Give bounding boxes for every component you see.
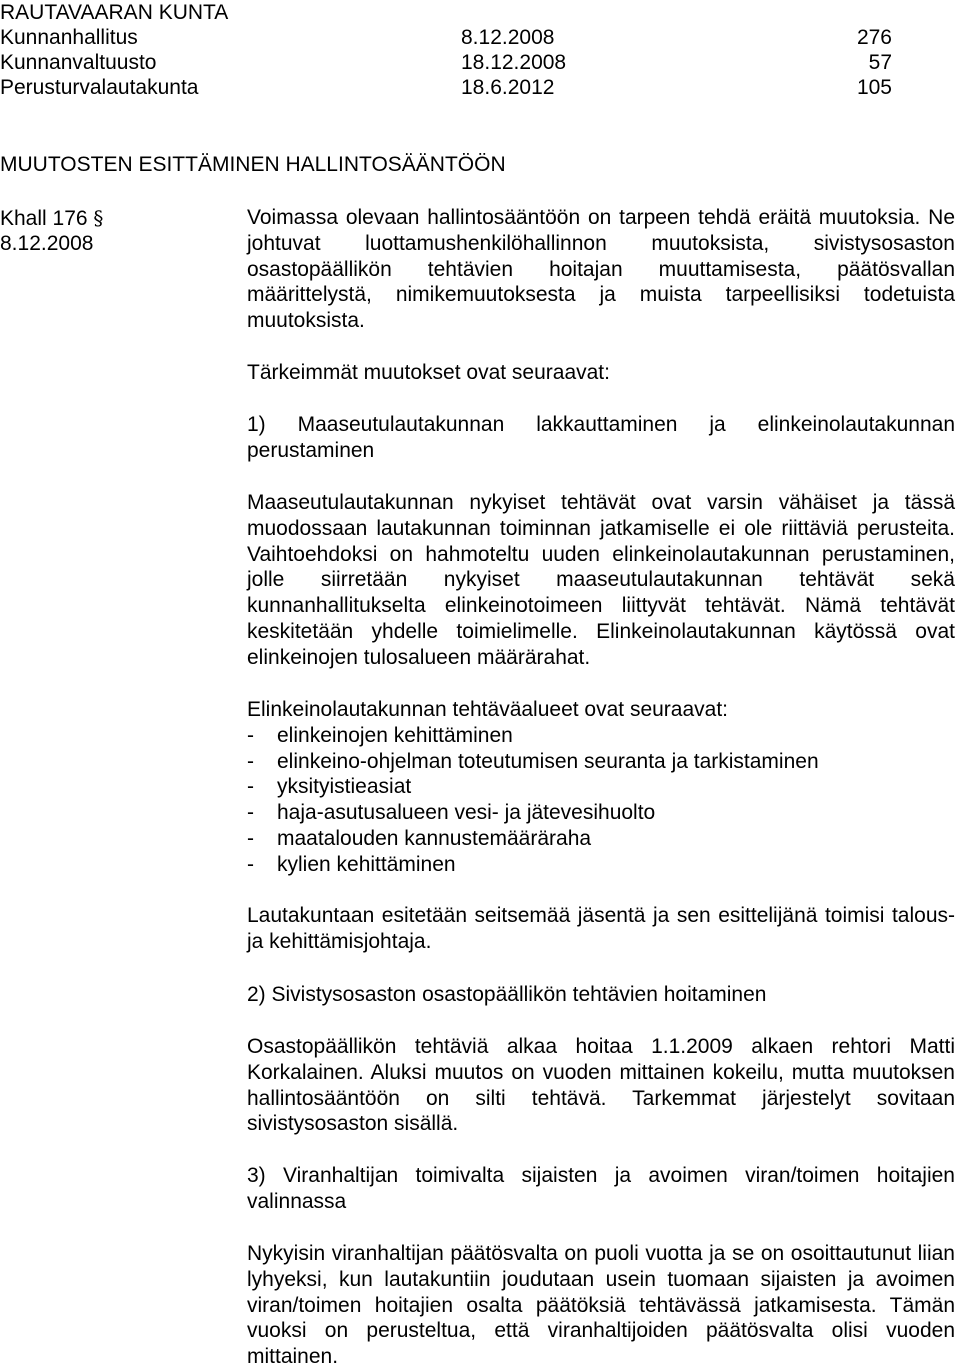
reference-id: Khall 176 (0, 207, 88, 230)
meeting-body: Perusturvalautakunta (0, 76, 199, 99)
duties-heading: Elinkeinolautakunnan tehtäväalueet ovat seuraavat: (247, 698, 729, 721)
list-item (247, 749, 955, 775)
meeting-row (0, 50, 960, 76)
item3-paragraph-text: Nykyisin viranhaltijan päätösvalta on puoli vuotta ja se on osoittautunut liian lyhyeksi, kun lautakuntiin joudutaan usein tuomaan sijaisten ja avoimen viran/toimen hoitajien osalta päätöksiä tehtävässä jatkamisesta. Tämän vuoksi on perusteltua, että viranhaltijoiden päätösvalta olisi vuoden mittainen. (247, 1242, 955, 1369)
list-item (247, 852, 955, 878)
duties-list (247, 723, 955, 878)
reference-date: 8.12.2008 (0, 232, 94, 255)
reference-label (0, 205, 103, 232)
list-item-text: haja-asutusalueen vesi- ja jätevesihuolto (277, 801, 656, 825)
item3-heading (247, 1163, 955, 1215)
list-marker: - (247, 723, 254, 747)
meeting-date: 8.12.2008 (461, 26, 555, 49)
list-marker: - (247, 801, 254, 825)
main-changes-heading-text: Tärkeimmät muutokset ovat seuraavat: (247, 361, 610, 384)
list-marker: - (247, 852, 254, 876)
meeting-number: 276 (856, 26, 892, 49)
committee-paragraph (247, 903, 955, 955)
list-item-text: maatalouden kannustemääräraha (277, 826, 592, 850)
intro-text: Voimassa olevaan hallintosääntöön on tarpeen tehdä eräitä muutoksia. Ne johtuvat luottamushenkilöhallinnon muutoksista, sivistysosaston osastopäällikön tehtävien hoitajan muuttamisesta, päätösvallan määrittelystä, nimikemuutoksesta ja muista tarpeellisiksi todetuista muutoksista. (247, 206, 955, 333)
section-mark: § (93, 206, 104, 230)
item1-paragraph-text: Maaseutulautakunnan nykyiset tehtävät ovat varsin vähäiset ja tässä muodossaan lautakunnan toiminnan jatkamiselle ei ole riittäviä perusteita. Vaihtoehdoksi on hahmoteltu uuden elinkeinolautakunnan perustaminen, jolle siirretään nykyiset maaseutulautakunnan tehtävät sekä kunnanhallitukselta elinkeinotoimeen liittyvät tehtävät. Nämä tehtävät keskitetään yhdelle toimielimelle. Elinkeinolautakunnan käytössä ovat elinkeinojen tulosalueen määrärahat. (247, 491, 955, 669)
organization-name: RAUTAVAARAN KUNTA (0, 1, 229, 24)
meeting-body: Kunnanvaltuusto (0, 51, 157, 74)
list-item (247, 723, 955, 749)
list-marker: - (247, 749, 254, 773)
list-item (247, 800, 955, 826)
list-item-text: kylien kehittäminen (277, 852, 456, 876)
meeting-number: 105 (856, 76, 892, 99)
item3-paragraph (247, 1241, 955, 1370)
item2-heading (247, 982, 955, 1008)
main-changes-heading (247, 360, 955, 386)
item1-paragraph (247, 490, 955, 671)
meeting-number: 57 (868, 51, 892, 74)
meeting-row (0, 25, 960, 51)
item1-heading-text: 1) Maaseutulautakunnan lakkauttaminen ja elinkeinolautakunnan perustaminen (247, 413, 955, 462)
item2-paragraph-text: Osastopäällikön tehtäviä alkaa hoitaa 1.1.2009 alkaen rehtori Matti Korkalainen. Aluksi muutos on vuoden mittainen kokeilu, mutta muutoksen hallintosääntöön on silti tehtävä. Tarkemmat järjestelyt sovitaan sivistysosaston sisällä. (247, 1035, 955, 1136)
meeting-date: 18.12.2008 (461, 51, 567, 74)
item1-heading (247, 412, 955, 464)
item2-heading-text: 2) Sivistysosaston osastopäällikön tehtävien hoitaminen (247, 983, 767, 1006)
list-item (247, 826, 955, 852)
document-title: MUUTOSTEN ESITTÄMINEN HALLINTOSÄÄNTÖÖN (0, 153, 506, 176)
committee-paragraph-text: Lautakuntaan esitetään seitsemää jäsentä ja sen esittelijänä toimisi talous- ja kehittämisjohtaja. (247, 904, 955, 953)
duties-section (247, 697, 955, 878)
meeting-row (0, 75, 960, 101)
list-marker: - (247, 826, 254, 850)
meeting-date: 18.6.2012 (461, 76, 555, 99)
list-marker: - (247, 775, 254, 799)
item3-heading-text: 3) Viranhaltijan toimivalta sijaisten ja avoimen viran/toimen hoitajien valinnassa (247, 1164, 955, 1213)
intro-paragraph (247, 205, 955, 334)
list-item-text: yksityistieasiat (277, 775, 412, 799)
list-item (247, 774, 955, 800)
list-item-text: elinkeinojen kehittäminen (277, 723, 513, 747)
item2-paragraph (247, 1034, 955, 1137)
meeting-body: Kunnanhallitus (0, 26, 138, 49)
list-item-text: elinkeino-ohjelman toteutumisen seuranta ja tarkistaminen (277, 749, 819, 773)
